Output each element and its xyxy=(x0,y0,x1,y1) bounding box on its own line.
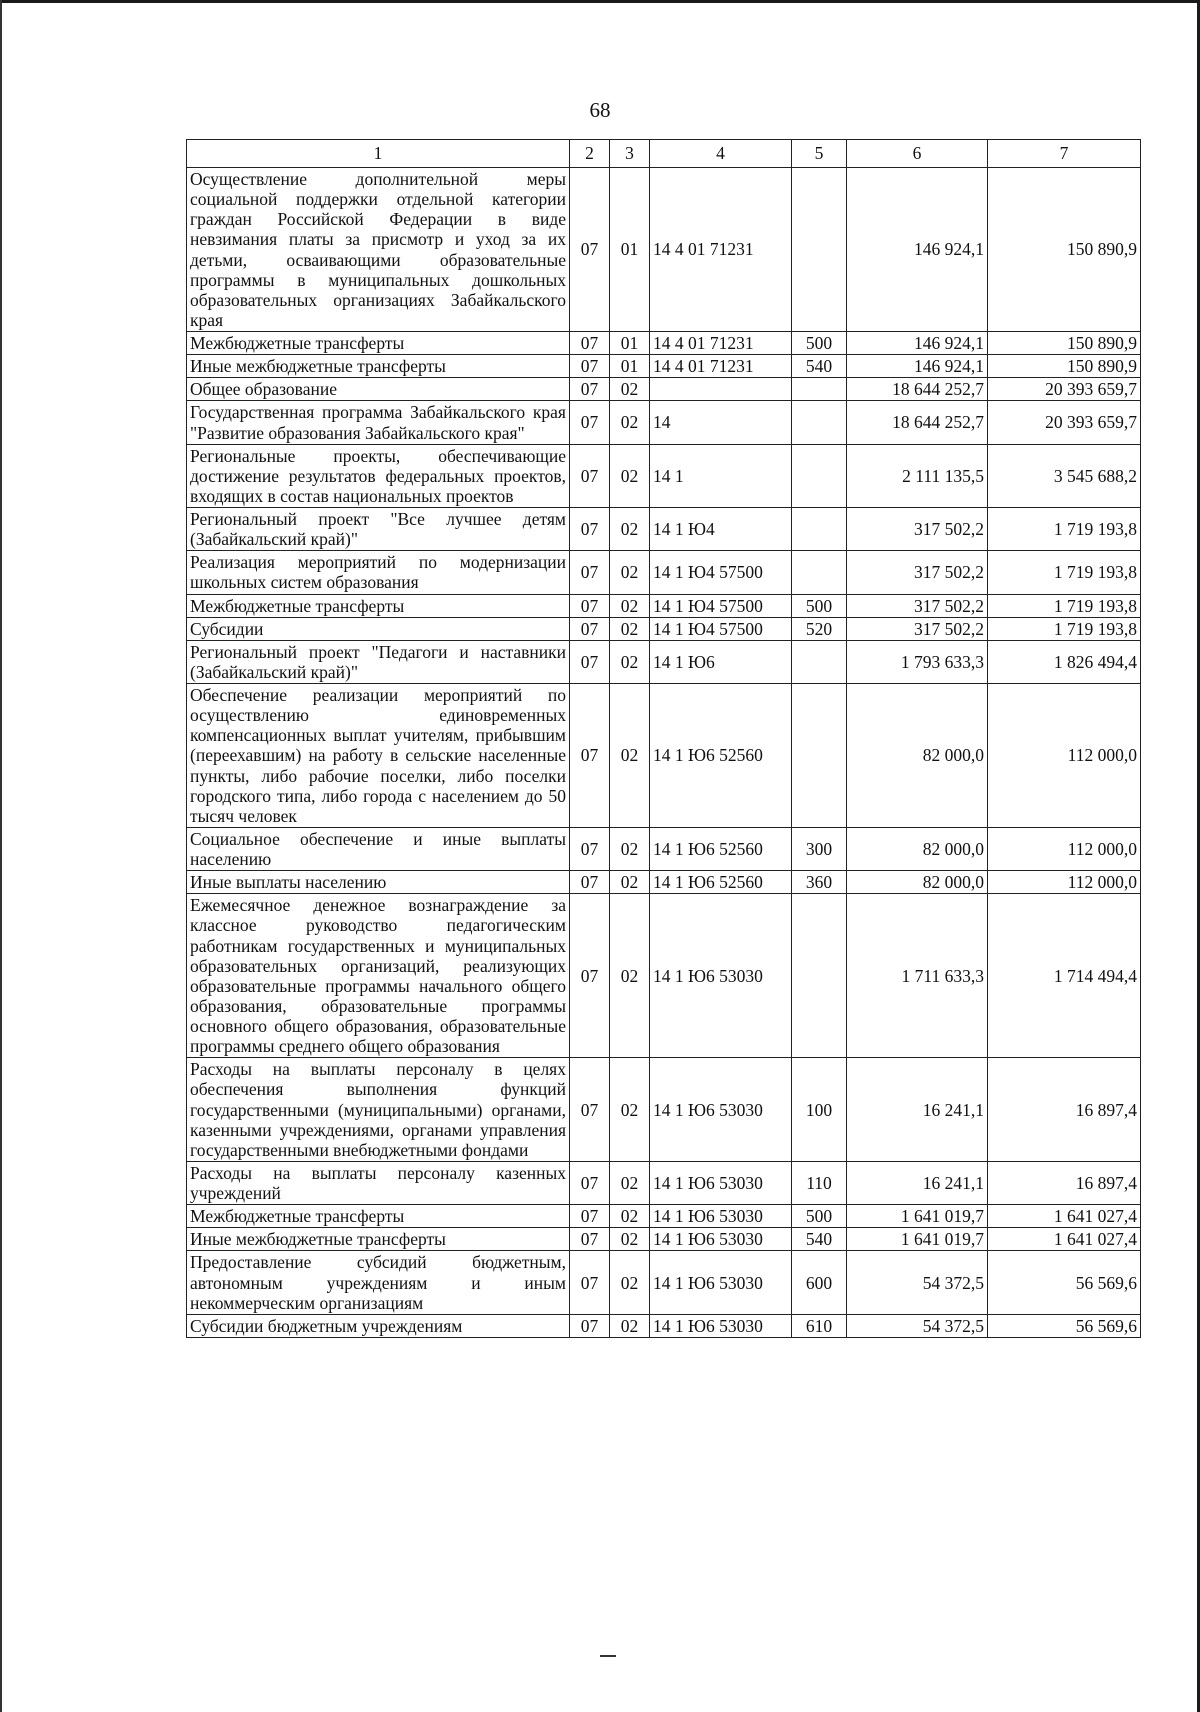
row-amount-year1: 146 924,1 xyxy=(847,332,988,355)
table-row xyxy=(187,617,1141,640)
row-subsection-code: 02 xyxy=(610,1205,650,1228)
column-header: 6 xyxy=(847,140,988,168)
row-target-article: 14 4 01 71231 xyxy=(650,355,792,378)
row-amount-year1: 2 111 135,5 xyxy=(847,444,988,507)
row-amount-year1: 54 372,5 xyxy=(847,1251,988,1314)
row-section-code: 07 xyxy=(570,894,610,1058)
row-subsection-code: 02 xyxy=(610,378,650,401)
row-subsection-code: 02 xyxy=(610,1251,650,1314)
row-amount-year2: 16 897,4 xyxy=(988,1161,1141,1204)
row-section-code: 07 xyxy=(570,684,610,828)
row-name: Межбюджетные трансферты xyxy=(187,332,570,355)
table-header xyxy=(187,140,1141,168)
table-row xyxy=(187,401,1141,444)
row-target-article: 14 1 Ю6 xyxy=(650,640,792,683)
row-amount-year1: 16 241,1 xyxy=(847,1058,988,1162)
row-subsection-code: 01 xyxy=(610,355,650,378)
row-amount-year2: 1 719 193,8 xyxy=(988,551,1141,594)
row-amount-year1: 146 924,1 xyxy=(847,168,988,332)
row-target-article: 14 1 Ю6 53030 xyxy=(650,1058,792,1162)
header-row xyxy=(187,140,1141,168)
row-amount-year2: 1 714 494,4 xyxy=(988,894,1141,1058)
row-expense-type xyxy=(792,551,847,594)
row-target-article: 14 4 01 71231 xyxy=(650,168,792,332)
table-row xyxy=(187,1314,1141,1337)
row-expense-type xyxy=(792,444,847,507)
row-section-code: 07 xyxy=(570,332,610,355)
row-section-code: 07 xyxy=(570,401,610,444)
row-expense-type xyxy=(792,378,847,401)
row-amount-year2: 1 719 193,8 xyxy=(988,508,1141,551)
row-name: Межбюджетные трансферты xyxy=(187,594,570,617)
row-expense-type: 110 xyxy=(792,1161,847,1204)
row-name: Государственная программа Забайкальского края "Развитие образования Забайкальского края" xyxy=(187,401,570,444)
row-name: Региональные проекты, обеспечивающие достижение результатов федеральных проектов, входящих в состав национальных проектов xyxy=(187,444,570,507)
table-row xyxy=(187,640,1141,683)
row-name: Расходы на выплаты персоналу казенных учреждений xyxy=(187,1161,570,1204)
row-expense-type: 300 xyxy=(792,827,847,870)
row-subsection-code: 02 xyxy=(610,894,650,1058)
row-section-code: 07 xyxy=(570,355,610,378)
row-amount-year2: 150 890,9 xyxy=(988,355,1141,378)
row-subsection-code: 02 xyxy=(610,1314,650,1337)
row-name: Осуществление дополнительной меры социальной поддержки отдельной категории граждан Российской Федерации в виде невзимания платы за присмотр и уход за их детьми, осваивающими образовательные программы в муниципальных дошкольных образовательных организациях Забайкальского края xyxy=(187,168,570,332)
row-section-code: 07 xyxy=(570,594,610,617)
row-subsection-code: 01 xyxy=(610,332,650,355)
column-header: 7 xyxy=(988,140,1141,168)
footer-dash xyxy=(600,1655,616,1657)
row-amount-year2: 1 719 193,8 xyxy=(988,594,1141,617)
table-row xyxy=(187,551,1141,594)
row-subsection-code: 02 xyxy=(610,401,650,444)
row-name: Региональный проект "Все лучшее детям (Забайкальский край)" xyxy=(187,508,570,551)
row-name: Предоставление субсидий бюджетным, автономным учреждениям и иным некоммерческим организациям xyxy=(187,1251,570,1314)
row-target-article: 14 1 xyxy=(650,444,792,507)
row-section-code: 07 xyxy=(570,1251,610,1314)
row-expense-type xyxy=(792,401,847,444)
row-expense-type xyxy=(792,508,847,551)
row-name: Расходы на выплаты персоналу в целях обеспечения выполнения функций государственными (муниципальными) органами, казенными учреждениями, органами управления государственными внебюджетными фондами xyxy=(187,1058,570,1162)
table-row xyxy=(187,684,1141,828)
row-target-article: 14 1 Ю6 53030 xyxy=(650,1314,792,1337)
row-amount-year1: 1 793 633,3 xyxy=(847,640,988,683)
row-target-article: 14 1 Ю4 xyxy=(650,508,792,551)
row-section-code: 07 xyxy=(570,378,610,401)
row-amount-year1: 317 502,2 xyxy=(847,594,988,617)
row-expense-type xyxy=(792,684,847,828)
row-section-code: 07 xyxy=(570,871,610,894)
row-amount-year2: 150 890,9 xyxy=(988,168,1141,332)
row-expense-type: 360 xyxy=(792,871,847,894)
row-section-code: 07 xyxy=(570,168,610,332)
row-expense-type: 500 xyxy=(792,1205,847,1228)
row-subsection-code: 02 xyxy=(610,444,650,507)
row-expense-type: 540 xyxy=(792,1228,847,1251)
row-amount-year2: 112 000,0 xyxy=(988,871,1141,894)
row-name: Иные выплаты населению xyxy=(187,871,570,894)
row-section-code: 07 xyxy=(570,551,610,594)
table-row xyxy=(187,444,1141,507)
row-subsection-code: 02 xyxy=(610,1161,650,1204)
row-target-article: 14 1 Ю4 57500 xyxy=(650,594,792,617)
row-target-article: 14 1 Ю4 57500 xyxy=(650,617,792,640)
row-subsection-code: 01 xyxy=(610,168,650,332)
table-row xyxy=(187,378,1141,401)
row-expense-type xyxy=(792,894,847,1058)
row-section-code: 07 xyxy=(570,508,610,551)
row-amount-year1: 317 502,2 xyxy=(847,508,988,551)
row-target-article: 14 1 Ю6 53030 xyxy=(650,894,792,1058)
row-section-code: 07 xyxy=(570,617,610,640)
row-amount-year1: 317 502,2 xyxy=(847,551,988,594)
row-amount-year2: 20 393 659,7 xyxy=(988,401,1141,444)
table-row xyxy=(187,827,1141,870)
column-header: 5 xyxy=(792,140,847,168)
row-target-article: 14 xyxy=(650,401,792,444)
row-amount-year2: 16 897,4 xyxy=(988,1058,1141,1162)
row-name: Межбюджетные трансферты xyxy=(187,1205,570,1228)
row-amount-year2: 20 393 659,7 xyxy=(988,378,1141,401)
table-row xyxy=(187,871,1141,894)
column-header: 3 xyxy=(610,140,650,168)
row-name: Обеспечение реализации мероприятий по осуществлению единовременных компенсационных выплат учителям, прибывшим (переехавшим) на работу в сельские населенные пункты, либо рабочие поселки, либо поселки городского типа, либо города с населением до 50 тысяч человек xyxy=(187,684,570,828)
table-row xyxy=(187,1251,1141,1314)
row-name: Субсидии бюджетным учреждениям xyxy=(187,1314,570,1337)
row-target-article: 14 1 Ю6 52560 xyxy=(650,684,792,828)
row-amount-year1: 82 000,0 xyxy=(847,871,988,894)
row-target-article: 14 4 01 71231 xyxy=(650,332,792,355)
row-amount-year1: 1 711 633,3 xyxy=(847,894,988,1058)
row-name: Иные межбюджетные трансферты xyxy=(187,355,570,378)
row-section-code: 07 xyxy=(570,1314,610,1337)
row-subsection-code: 02 xyxy=(610,871,650,894)
row-name: Социальное обеспечение и иные выплаты населению xyxy=(187,827,570,870)
table-row xyxy=(187,508,1141,551)
column-header: 2 xyxy=(570,140,610,168)
row-target-article: 14 1 Ю6 52560 xyxy=(650,827,792,870)
row-subsection-code: 02 xyxy=(610,1058,650,1162)
row-amount-year1: 54 372,5 xyxy=(847,1314,988,1337)
row-expense-type xyxy=(792,168,847,332)
row-amount-year1: 82 000,0 xyxy=(847,827,988,870)
row-amount-year2: 1 641 027,4 xyxy=(988,1228,1141,1251)
row-name: Субсидии xyxy=(187,617,570,640)
row-target-article xyxy=(650,378,792,401)
table-row xyxy=(187,1228,1141,1251)
row-name: Иные межбюджетные трансферты xyxy=(187,1228,570,1251)
row-expense-type xyxy=(792,640,847,683)
row-subsection-code: 02 xyxy=(610,508,650,551)
row-subsection-code: 02 xyxy=(610,684,650,828)
row-name: Ежемесячное денежное вознаграждение за классное руководство педагогическим работникам государственных и муниципальных образовательных организаций, реализующих образовательные программы начального общего образования, образовательные программы основного общего образования, образовательные программы среднего общего образования xyxy=(187,894,570,1058)
row-amount-year1: 18 644 252,7 xyxy=(847,378,988,401)
row-expense-type: 500 xyxy=(792,332,847,355)
budget-table xyxy=(186,139,1141,1338)
row-section-code: 07 xyxy=(570,827,610,870)
table-row xyxy=(187,894,1141,1058)
row-section-code: 07 xyxy=(570,1205,610,1228)
row-amount-year1: 317 502,2 xyxy=(847,617,988,640)
row-section-code: 07 xyxy=(570,1058,610,1162)
row-expense-type: 540 xyxy=(792,355,847,378)
row-expense-type: 520 xyxy=(792,617,847,640)
row-subsection-code: 02 xyxy=(610,1228,650,1251)
column-header: 1 xyxy=(187,140,570,168)
page-border-left xyxy=(0,0,2,1712)
row-amount-year1: 82 000,0 xyxy=(847,684,988,828)
row-expense-type: 610 xyxy=(792,1314,847,1337)
row-amount-year2: 1 826 494,4 xyxy=(988,640,1141,683)
row-target-article: 14 1 Ю6 53030 xyxy=(650,1228,792,1251)
row-subsection-code: 02 xyxy=(610,640,650,683)
column-header: 4 xyxy=(650,140,792,168)
table-row xyxy=(187,1058,1141,1162)
row-subsection-code: 02 xyxy=(610,551,650,594)
row-section-code: 07 xyxy=(570,1161,610,1204)
row-amount-year2: 1 719 193,8 xyxy=(988,617,1141,640)
row-amount-year2: 1 641 027,4 xyxy=(988,1205,1141,1228)
row-subsection-code: 02 xyxy=(610,594,650,617)
row-section-code: 07 xyxy=(570,1228,610,1251)
row-subsection-code: 02 xyxy=(610,827,650,870)
row-amount-year1: 16 241,1 xyxy=(847,1161,988,1204)
table-body xyxy=(187,168,1141,1338)
row-amount-year2: 56 569,6 xyxy=(988,1251,1141,1314)
table-row xyxy=(187,594,1141,617)
row-target-article: 14 1 Ю6 53030 xyxy=(650,1205,792,1228)
row-amount-year2: 56 569,6 xyxy=(988,1314,1141,1337)
table-row xyxy=(187,355,1141,378)
row-amount-year1: 1 641 019,7 xyxy=(847,1228,988,1251)
row-amount-year2: 112 000,0 xyxy=(988,684,1141,828)
row-target-article: 14 1 Ю6 53030 xyxy=(650,1251,792,1314)
table-row xyxy=(187,1161,1141,1204)
row-amount-year2: 112 000,0 xyxy=(988,827,1141,870)
row-expense-type: 100 xyxy=(792,1058,847,1162)
table-row xyxy=(187,168,1141,332)
row-expense-type: 500 xyxy=(792,594,847,617)
row-expense-type: 600 xyxy=(792,1251,847,1314)
row-amount-year1: 1 641 019,7 xyxy=(847,1205,988,1228)
row-target-article: 14 1 Ю6 53030 xyxy=(650,1161,792,1204)
table-row xyxy=(187,1205,1141,1228)
row-name: Общее образование xyxy=(187,378,570,401)
row-amount-year2: 3 545 688,2 xyxy=(988,444,1141,507)
row-target-article: 14 1 Ю6 52560 xyxy=(650,871,792,894)
page-border-top xyxy=(0,0,1200,3)
row-amount-year2: 150 890,9 xyxy=(988,332,1141,355)
row-name: Реализация мероприятий по модернизации школьных систем образования xyxy=(187,551,570,594)
row-amount-year1: 18 644 252,7 xyxy=(847,401,988,444)
row-section-code: 07 xyxy=(570,444,610,507)
table-row xyxy=(187,332,1141,355)
row-target-article: 14 1 Ю4 57500 xyxy=(650,551,792,594)
row-name: Региональный проект "Педагоги и наставники (Забайкальский край)" xyxy=(187,640,570,683)
row-amount-year1: 146 924,1 xyxy=(847,355,988,378)
row-section-code: 07 xyxy=(570,640,610,683)
row-subsection-code: 02 xyxy=(610,617,650,640)
page-number: 68 xyxy=(589,98,611,122)
